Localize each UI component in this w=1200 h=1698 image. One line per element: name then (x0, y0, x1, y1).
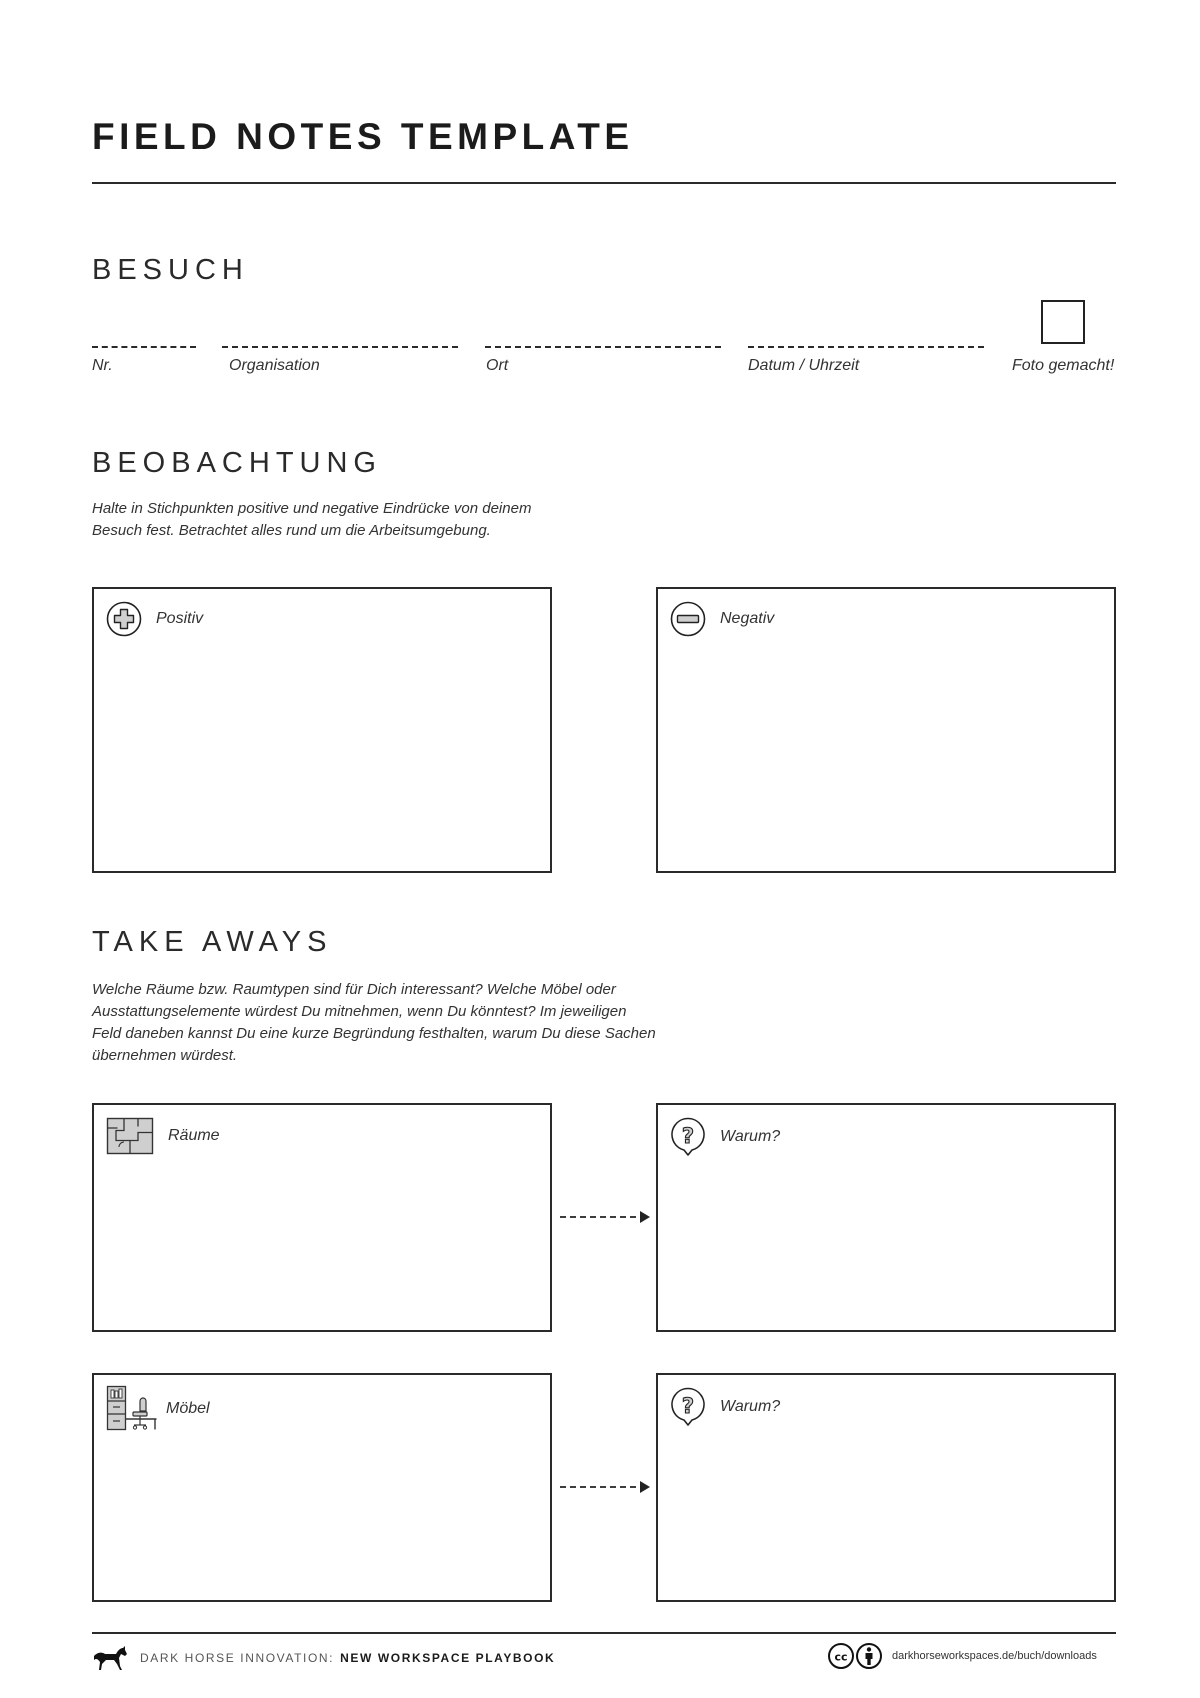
minus-circle-icon (670, 601, 706, 637)
section-heading-beobachtung: BEOBACHTUNG (92, 447, 382, 479)
field-line-ort[interactable] (485, 346, 721, 348)
beobachtung-instructions (92, 498, 531, 542)
furniture-icon (106, 1385, 158, 1431)
furniture-why-box-header (670, 1387, 780, 1427)
arrow-right-icon (560, 1479, 650, 1495)
rooms-box-header (106, 1117, 220, 1155)
instruction-line: Feld daneben kannst Du eine kurze Begründung festhalten, warum Du diese Sachen (92, 1025, 656, 1042)
plus-circle-icon (106, 601, 142, 637)
page-title: FIELD NOTES TEMPLATE (92, 116, 634, 157)
horse-icon (92, 1644, 128, 1672)
instruction-line: Besuch fest. Betrachtet alles rund um die Arbeitsumgebung. (92, 522, 491, 539)
photo-checkbox[interactable] (1041, 300, 1085, 344)
footer-license (828, 1642, 1097, 1670)
question-bubble-icon (670, 1117, 706, 1157)
field-label-organisation: Organisation (229, 357, 320, 374)
negative-box-label: Negativ (720, 610, 775, 627)
furniture-why-box[interactable] (656, 1373, 1116, 1602)
question-bubble-icon (670, 1387, 706, 1427)
field-label-nr: Nr. (92, 357, 113, 374)
negative-box-header (670, 601, 774, 637)
rooms-box[interactable] (92, 1103, 552, 1332)
footer-url[interactable]: darkhorseworkspaces.de/buch/downloads (892, 1650, 1097, 1662)
footer-divider (92, 1632, 1116, 1634)
rooms-why-box-header (670, 1117, 780, 1157)
svg-text:?: ? (681, 1394, 695, 1418)
floorplan-icon (106, 1117, 154, 1155)
footer-brand (92, 1644, 555, 1672)
positive-notes-box[interactable] (92, 587, 552, 873)
svg-text:cc: cc (834, 1650, 848, 1664)
field-line-datum[interactable] (748, 346, 984, 348)
arrow-right-icon (560, 1209, 650, 1225)
instruction-line: Ausstattungselemente würdest Du mitnehmen, wenn Du könntest? Im jeweiligen (92, 1003, 627, 1020)
furniture-box-header (106, 1387, 210, 1431)
svg-text:?: ? (681, 1124, 695, 1148)
rooms-why-box[interactable] (656, 1103, 1116, 1332)
title-divider (92, 182, 1116, 184)
instruction-line: Welche Räume bzw. Raumtypen sind für Dich interessant? Welche Möbel oder (92, 981, 616, 998)
photo-checkbox-label: Foto gemacht! (1012, 357, 1115, 374)
footer-book-title: NEW WORKSPACE PLAYBOOK (340, 1651, 556, 1665)
field-label-datum: Datum / Uhrzeit (748, 357, 860, 374)
negative-notes-box[interactable] (656, 587, 1116, 873)
footer-brand-name: DARK HORSE INNOVATION: (140, 1651, 335, 1665)
furniture-box[interactable] (92, 1373, 552, 1602)
positive-box-header (106, 601, 203, 637)
field-label-ort: Ort (486, 357, 509, 374)
rooms-why-box-label: Warum? (720, 1128, 781, 1145)
takeaways-instructions (92, 979, 656, 1067)
instruction-line: übernehmen würdest. (92, 1047, 238, 1064)
section-heading-besuch: BESUCH (92, 254, 249, 286)
positive-box-label: Positiv (156, 610, 204, 627)
creative-commons-by-icon (828, 1642, 884, 1670)
section-heading-takeaways: TAKE AWAYS (92, 926, 333, 958)
field-line-organisation[interactable] (222, 346, 458, 348)
furniture-why-box-label: Warum? (720, 1398, 781, 1415)
instruction-line: Halte in Stichpunkten positive und negative Eindrücke von deinem (92, 500, 532, 517)
rooms-box-label: Räume (168, 1127, 220, 1144)
field-line-nr[interactable] (92, 346, 196, 348)
furniture-box-label: Möbel (166, 1400, 210, 1417)
